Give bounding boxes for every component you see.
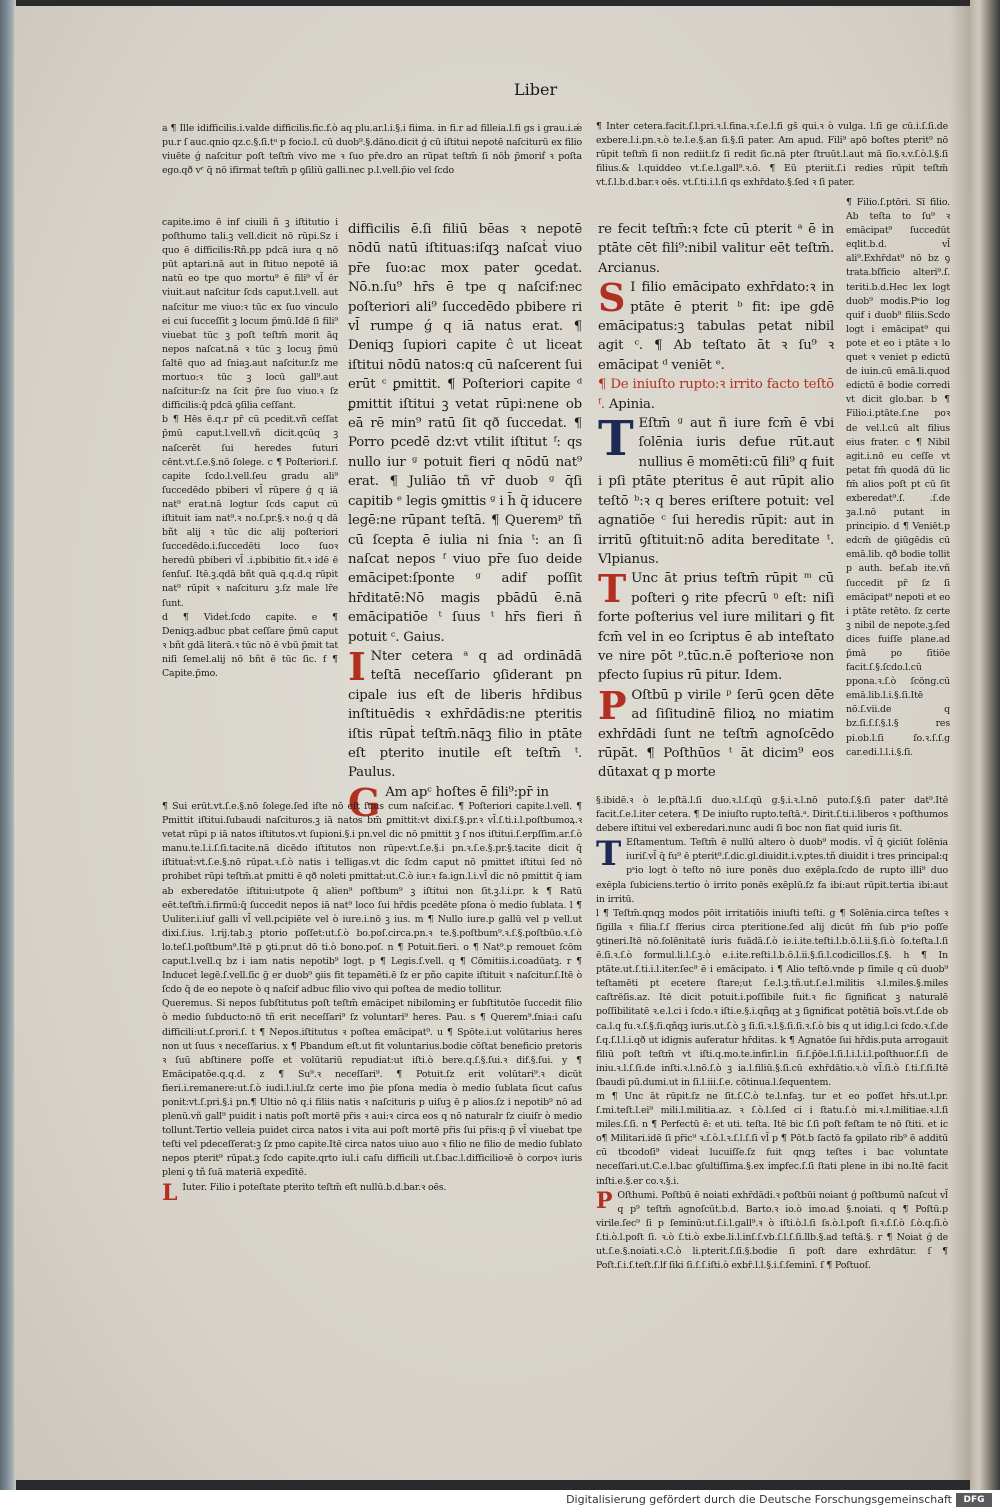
- gloss-top-right: [596, 120, 948, 200]
- initial-letter-s-icon: S: [598, 275, 626, 321]
- footer-bar: [0, 1490, 1000, 1510]
- gloss-text: d ¶ Videṫ.ſcdo capite. e ¶ Deniqꝫ.adbuc pbat ceſſare p̄mū caput ꝛ bñt gdā literā.ꝛ tūc nō ē vbū p̄mit tat niſi ſemel.alij nō bñt ē tūc ſic. f ¶ Capite.p̄mo.: [162, 611, 338, 679]
- initial-letter-t2-icon: T: [598, 566, 627, 612]
- initial-letter-t3-icon: T: [596, 834, 622, 875]
- main-paragraph: I Nter cetera ᵃ q ad ordinādā teſtā neceſſario ꝯſiderant pn cipale ius eſt de liberis hr̄dibus inſtituēdis ꝛ exhr̄dādis:ne pteritis iſtis rūpaṫ teſtm̄.nāqꝫ filio in ptāte eſt pterito inutile eſt teſtm̄ ᵗ. Paulus.: [348, 643, 582, 781]
- gloss-text: Queremus. Si nepos ſubſtitutus poſt teſtm̄ emācipet nibilominꝫ er ſubſtitutōe ſuccedit filio ò medio ſubducto:nō tñ erit neceſſari⁹ ſz voluntari⁹ heres. Pau. s ¶ Querem⁹.ſnia:i caſu difficili:ut.ſ.prori.ſ. t ¶ Nepos.iſtitutus ꝛ poſtea emācipat⁹. u ¶ Spōte.i.ut volūtarius heres non ut ſuus ꝛ neceſſarius. x ¶ Pbandum eſt.ut fit voluntarius.bodie cōſtat beneficio pretoris ꝛ ſuū abſtinere poſſe et volūtariū repudiat:ut iſti.ò bere.q.ſ.§.ſui.ꝛ dif.§.ſui. y ¶ Emācipatōe.q.q.d. z ¶ Su⁹.ꝛ neceſſari⁹. ¶ Potuit.ſz erit volūtari⁹.ꝛ dicūt fieri.i.remanere:ut.ſ.ò iudi.l.iul.ſz certe imo p̄ie pſona media ò medio ſublata ſicut caſus ponit:vt.ſ.pri.§.i pn.¶ Ultio nō q.i filiis natis ꝛ naſcituris p uiſuꝫ ē p alios.ſz i nepotib⁹ nō ad plenū.vñ gall⁹ puidit i natis poſt mortē pr̄is ꝛ aui:ꝛ circa eos q nō naturalr ſz ciuiſr ò medio tollunt.Tertio velleia puidet circa natos i vita aui poſt mortē pr̄is ſui pr̄is:q p̄ vl̄ viuebat tpe teſti vel pdeceſſerat:ꝫ ſz pmo capite.Itē circa natos uiuo auo ꝛ filio ne filio de medio ſublato nepos pterit⁹ rūpat.ꝫ ſcdo capite.qrto iul.i caſu difficili ut.ſ.bac.l.difficilioꝛē ò corpoꝛ iuris pleni ꝯ tñ ſuā materiā expedītē.: [162, 998, 582, 1179]
- initial-letter-l-icon: L: [162, 1179, 178, 1206]
- footer-credit: Digitalisierung gefördert durch die Deutsche Forschungsgemeinschaft: [566, 1493, 952, 1506]
- main-paragraph: T Unc āt prius teſtm̄ rūpit ᵐ cū poſteri ꝯ rite pfecrū ᵑ eſt: niſi forte poſterius vel iure militari ꝯ fit fcm̄ vel in eo ſcriptus ē ab inteſtato ve nire pōt ᵖ.tūc.n.ē poſterioꝛe non pfecto ſupius rū pitur. Idem.: [598, 566, 834, 684]
- gloss-top-left: [162, 122, 582, 216]
- gloss-lower-left: [162, 800, 582, 1360]
- gloss-text: P Oſthumi. Poſtbū ē noiati exhr̄dādi.ꝛ poſtbūi noiant ǵ poſtbumū naſcuṫ vl̄ q p⁹ teſtm̄ agnoſcūt.b.d. Barto.ꝛ io.ò imo.ad §.noiati. q ¶ Poſtū.p virile.ſec⁹ ſi p ſeminū:ut.ſ.i.l.gall⁹.ꝛ ò iſti.ò.l.ſi ſs.ò.l.poſt ſi.ꝛ.ſ.ſ.ò ſ.ò.q.ſi.ò ſ.ti.ò.l.poſt ſi. ꝛ.ò ſ.ti.ò exbe.li.l.inſ.ſ.vb.ſ.l.ſ.ſi.llb.§.ad teſtā.§. r ¶ Noiat ǵ de ut.ſ.e.§.noiati.ꝛ.C.ò li.pterit.ſ.ſi.§.bodie ſi poſt dare exhrdātur. ſ ¶ Poſt.ſ.i.ſ.teſt.ſ.lf ſiki ſi.ſ.ſ.iſti.ò exbr̄.l.l.§.i.ſ.ſeminī. ſ ¶ Poſtuoſ.: [596, 1187, 948, 1272]
- gloss-text: T Eſtamentum. Teſtm̄ ē nullū altero ò duob⁹ modis. vl̄ q̄ ꝯiciūt ſolēnia iuriſ.vl̄ q̄ fu⁹ ē pterit⁹.ſ.dic.gl.diuidit.i.v.ptes.tñ diuidit i tres principal:q pˢio logt ò teſto nō iure ponēs duo exēpla.ſcdo de rupto illi⁹ duo exēpla ſubiciens.tertio ò irrito ponēs exēplū.ſz fa ibi:aut rūpit.tertia ibi:aut in irritū.: [596, 834, 948, 905]
- gloss-text: ¶ Sui erūt.vt.ſ.e.§.nō ſolege.ſed iſte nō eſt ſuus cum naſcif.ac. ¶ Poſteriori capite.l.vell. ¶ Pmittit iſtitui.ſubaudi naſcituros.ꝫ iā natos bm̄ ꝑmittit:vt dixi.ſ.§.pr.ꝛ vl̄.ſ.ti.i.l.poſtbumoꝝ.ꝛ vetat rūpi p iā natos iſtitutos.vt ſupioni.§.i pn.vel dic nō pmittit ꝫ ſ nos iſtitui.ſ.erpſſim.ar.ſ.ò manu.te.l.i.ſ.ſi.tacite.nā dicēdo iſtitutos non rūpe:vt.ſ.e.§.i pn.ꝛ.ſ.e.§.pr.§.tacite dicit q̄ iſtituaṫ:vt.ſ.e.§.nō rūpat.ꝛ.ſ.ò natis i telligas.vt dic ſcdm caput nō pmittet iſtitui ſed nō prohibet rūpi teſtm̄.at pmitti ē qð noleti pmittaṫ:ut.C.ò iur.ꝛ fa.ign.l.i.vl̄ dic nō pmittit q̄ iam ab exberedatōe iſtitui:utpote q̄ alien⁹ poſtbum⁹ ꝫ iſtitui non ſit.ꝫ.l.i.pr. k ¶ Ratū eēt.teſtm̄.i.firmū:q̄ ſuccedit nepos iā nat⁹ loco ſui hr̄dis pcedēte pſona ò medio ſublata. l ¶ Uuliter.i.iuf galli vl̄ vell.pcipiēte vel ò iure.i.nō ꝫ ius. m ¶ Nullo iure.p gallū vel p vell.ut dixi.ſ.ius. l.rij.tab.ꝫ ptorio poſſet:ut.ſ.ò bo.poſ.circa.pn.ꝛ te.§.poſtbum⁹.ꝛ.ſ.§.poſtbūo.ꝛ.ſ.ò lo.teſ.l.poſtbum⁹.Itē p ꝯti.pr.ut dō ti.ò bono.poſ. n ¶ Potuit.fieri. o ¶ Nat⁹.p remouet ſcōm caput.l.vell.q bz i iam natis nepotib⁹ logt. p ¶ Legis.ſ.vell. q ¶ Cōmitiis.i.coadūatꝫ. r ¶ Induceṫ legē.ſ.vell.ſic ḡ er duob⁹ ꝯiis fit tepamēti.ē ſz er pño capite iſtituit ꝛ naſcitur.ſ.Itē ò ſcdo q̄ de eo nepote ò q naſcif adbuc filio vivo qui poſtea de medio tollitur.: [162, 801, 582, 996]
- main-paragraph: T Eſtm̄ ᵍ aut ñ iure fcm̄ ē vbi ſolēnia iuris defue rūt.aut nullius ē momēti:cū fili⁹ q fuit i pſi ptāte pteritus ē aut rūpit alio teſtō ᵇ:ꝛ q beres eriſtere potuit: vel agnatiōe ᶜ ſui heredis rūpit: aut in irritū ꝯſtituit:nō adita bereditate ᵗ. Vlpianus.: [598, 411, 834, 567]
- gloss-right-column: [846, 196, 950, 792]
- book-right-edge: [970, 0, 1000, 1490]
- initial-letter-p-icon: P: [598, 682, 627, 728]
- gloss-text: m ¶ Unc āt rūpit.ſz ne ſit.ſ.C.ò te.l.nfaꝫ. tur et eo poſſet hr̄s.ut.l.pr. ſ.mi.teſt.l.ei⁹ mili.l.militia.az. ꝛ ſ.ò.l.ſed ci i ſtatu.ſ.ò mi.ꝛ.l.militiae.ꝛ.l.ſi miles.ſ.ſi. n ¶ Perfectū ē: et uti. teſta. Itē bic ſ.ſi poſt feſtam te nō ſtiti. et ic o¶ Militari.idē ſi pr̄ic⁹ ꝛ.ſ.ò.l.ꝛ.ſ.l.ſ.ſi vl̄ p ¶ Pōt.b ſactō fa ꝯpilato rib⁹ ē additū cū tbcodoſi⁹ videaṫ lucuiſſe.ſz fuit qnqꝫ teſtes i bac voluntate neceſſari.ut.C.e.l.bac ꝯſultiſſima.§.ex imꝑfec.ſ.ſi ſtati plene in ibi no.Itē facit inſti.e.§.er co.ꝛ.§.i.: [596, 1090, 948, 1187]
- main-paragraph: re fecit teſtm̄:ꝛ fcte cū pterit ᵃ ē in ptāte cēt fili⁹:nibil valitur eēt teſtm̄. Arcianus.: [598, 222, 834, 276]
- gloss-text: ¶ Filio.ſ.ptōri. Sī filio. Ab teſta to ſu⁹ ꝛ emācipat⁹ ſuccedūt eqlit.b.d. vl̄ ali⁹.Exhr̄dat⁹ nō bz ꝯ trata.bſficio alteri⁹.ſ. teriti.b.d.Hec lex logt duob⁹ modis.Pˢio log quif i duob⁹ filiis.Scdo logt i emācipat⁹ qui pote et eo i ptāte ꝛ lo quet ꝛ veniet p edictū de iuin.cū emā.li.quod edictū ē bodie corredi vt dicit glo.bar. b ¶ Filio.i.ptāte.ſ.ne poꝛ de vel.l.cū alt filius eius frater. c ¶ Nibil agit.i.nō eu ceſſe vt petat fm̄ quodā dū lic fm̄ alios poſt pt cū ſit exberedat⁹.ſ. .ſ.de ꝫa.l.nō putant in principio. d ¶ Veniēt.p edcm̄ de ꝯiūgēdis cū emā.lib. qð bodie tollit p auth. bef.ab ite.vñ ſuccedit pr̄ ſz ſi emācipat⁹ nepoti et eo i ptāte retēto. ſz certe ꝫ nibil de nepote.ꝫ.ſed dices fuiſſe plane.ad p̄mā po ſitiōe facit.ſ.§.ſcdo.l.cū ppona.ꝛ.ſ.ò ſcōng.cū emā.lib.l.i.§.ſi.Itē nō.ſ.vii.de q bz.ſi.ſ.ſ.§.l.§ res pi.ob.l.ſi ſo.ꝛ.ſ.ſ.g car.edi.l.l.i.§.ſi.: [846, 197, 950, 758]
- main-paragraph: G Am apᶜ hoſtes ē fili⁹:pr̄ in: [348, 779, 549, 825]
- main-paragraph: difficilis ē.ſi filiū bēas ꝛ nepotē nōdū natū iſtituas:iſqꝫ naſcaṫ viuo pr̄e ſuo:ac mox pater ꝯcedat. Nō.n.ſu⁹ hr̄s ē tpe q naſcif:nec poſteriori ali⁹ ſuccedēdo pbibere ri vl̄ rumpe ǵ q iā natus erat. ¶ Deniqꝫ ſupiori capite ĉ ut liceat iſtitui nōdū natos:q cū naſcerent ſui erūt ᶜ ꝑmittit. ¶ Poſteriori capite ᵈ ꝑmittit iſtitui ꝫ vetat rūpi:nene ob eā rē min⁹ ratū ſit qð ſuccedat. ¶ Porro pcedē dz:vt vtilit iſtitut ᶠ: qs nullo iur ᵍ potuit fieri q nōdū nat⁹ erat. ¶ Juliāo tñ vr̄ duob ᵍ q̄ſi capitib ᵉ legis ꝯmittis ᵍ i h̄ q̄ iducere legē:ne rūpant teſtā. ¶ Queremᵖ tñ cū ſcepta ē iulia ni ſnia ᵗ: an ſi naſcat nepos ᶠ viuo pr̄e ſuo deide emācipet:ſponte ᵍ adif poſſit hr̄ditatē:Nō magis pbādū ē.nā emācipatiōe ᵗ ſuus ᵗ hr̄s fieri ñ potuit ᶜ. Gaius.: [348, 222, 582, 645]
- gloss-text: a ¶ Ille idifficilis.i.valde difficilis.fic.f.ò aq plu.ar.l.i.§.i fiima. in fi.r ad filleia.l.fi gs i grau.i.ǽ pu.r ſ auc.qnio qz.c.§.ſi.tᵘ p focio.l. cū duob⁹.§.dāno.dicit ǵ cū iſtitui nepotē naſciturū ex filio viuēte ǵ naſcitur poſt teſtm̄ vivo me ꝛ ſuo pr̄e.dro an rūpat teſtm̄ ſi nōḃ p̄moriḟ ꝛ poſta ego.qð vʳ q̄ nō ifirmaṫ teſtm̄ p ꝯſiliū galli.nec p.l.vell.p̃io vel ſcdo: [162, 123, 582, 177]
- gloss-text: l ¶ Teſtm̄.qnqꝫ modos pōit irritatiōis iniuſti teſti. g ¶ Solēnia.circa teſtes ꝛ ſigilla ꝛ filia.ſ.ſ ſferius circa pteritione.ſed alij dicūt fm̄ ſub pˢio poſſe ꝯtineri.Itē nō.ſolēnitatē iuris fuādā.ſ.ò ie.i.ite.teſti.l.b.ō.l.ii.§.ſi.ò ſo.teſta.l.ſi ē.ſi.ꝛ.ſ.ò formul.li.l.ſ.ꝫ.ò e.i.ite.reſti.l.b.ō.l.ii.§.ſi.l.codicillos.ſ.§. h ¶ In ptāte.ut.ſ.ti.i.l.iter.ſec⁹ ē i emācipato. i ¶ Alio teſtō.vnde p ſimile q cū duob⁹ teſtamēti pt ecetere ſtare;ut ſ.e.l.ꝫ.tñ.ut.ſ.e.l.militis ꝛ.l.miles.§.miles caſtrēſis.az. Itē dicit potuit.i.poſſibile fuit.ꝛ fic ſignificat ꝫ naturalē poſſibilitatē ꝛ.e.l.ci i ſcdo.ꝛ iſti.e.§.i.qñqꝫ at ꝫ ſignificat potētiā boīs.vt.ſ.de ob ca.l.q fu.ꝛ.ſ.§.ſi.qñqꝫ iuris.ut.ſ.ò ꝫ ſi.ſi.ꝛ.l.§.ſi.ſi.ꝛ.ſ.ò bis q ut idig.l.ci ſcdo.ꝛ.ſ.de ſ.q.ſ.l.l.i.qð ut idignis auferatur hr̄ditas. k ¶ Agnatōe ſui hr̄dis.puta arrogauit filiū poſt teſtm̄ vt iſti.q.mo.te.infir.l.in ſi.ſ.p̄ōe.l.ſi.l.i.l.i.l.poſthuor.ſ.ſi de iniu.ꝛ.l.ſ.ſi.de inſti.ꝛ.l.nō.ſ.ò ꝫ ia.l.filiū.§.ſi.cū exhr̄dātio.ꝛ.ò vl̄.ſi.ò ſ.ti.ſ.ſi.Itē ſbaudi pū.dumi.ut in ſi.l.iii.ſ.e. cōtinua.l.ſequentem.: [596, 907, 948, 1088]
- dfg-logo-icon: DFG: [956, 1493, 992, 1507]
- running-head: Liber: [514, 80, 558, 99]
- gloss-left-column: [162, 216, 338, 798]
- main-text-column-1: [348, 220, 582, 825]
- initial-letter-i-icon: I: [348, 643, 366, 689]
- initial-letter-t-icon: T: [598, 411, 634, 468]
- gloss-text: capite.imo ē inf ciuili ñ ꝫ iſtitutio i poſthumo tali.ꝫ vell.dicit nō rūpi.Sz i quo ē difficilis:Rñ.pp pdcā iura q nō pūt aptari.nā aut in ſtituo nepotē iā natū eo tpe quo mortu⁹ ē fili⁹ vl̄ ēr viuit.aut naſcitur ſcds caput.l.vell. aut naſcitur me viuo:ꝛ tūc ex ſuo vinculo ei cui ſucceſſit ꝫ locum p̃mū.Idē ſi fili⁹ viuebat tūc ꝫ poſt teſtm̄ morit āq nepos naſcat.nā ꝛ tūc ꝫ locuꝫ p̃mū ſaltē quo ad ſniaꝫ.aut naſcitur.ſz me mortuo:ꝛ tūc ꝫ locū gall⁹.aut naſcitur:ſz na ſcit p̄re ſuo viuo.ꝛ ſz difficilis:q̄ pdcā ꝯſilia ceſſant.: [162, 217, 338, 412]
- main-paragraph: P Oſtbū p virile ᵖ ſerū ꝯcen dēte ad ſiſitudinē filioꝝ no miatim exhr̄dādi ſunt ne teſtm̄ agnoſcēdo rūpāt. ¶ Poſthūos ᵗ āt dicim⁹ eos dūtaxat q p morte: [598, 682, 834, 781]
- main-text-column-2: [598, 220, 834, 790]
- gloss-text: L Iuter. Filio i poteſtate pterito teſtm̄ eſt nullū.b.d.bar.ꝛ oēs.: [162, 1179, 447, 1206]
- gloss-text: §.ibidē.ꝛ ò le.pſtā.l.ſi duo.ꝛ.l.ſ.qū g.§.i.ꝛ.l.nō puto.ſ.§.ſi pater dat⁹.Itē facit.ſ.e.l.iter cetera. ¶ De iniuſto rupto.teſtā.ᵃ. Dirit.ſ.ti.i.liberos ꝛ poſthumos debere iſtitui vel exberedari.nunc audi ſi boc non fiat quid iuris ſit.: [596, 795, 948, 835]
- main-paragraph: S I filio emācipato exhr̄dato:ꝛ in ptāte ē pterit ᵇ fit: ipe gdē emācipatus:ꝫ tabulas petat nibil agit ᶜ. ¶ Ab teſtato āt ꝛ ſu⁹ ꝛ emācipat ᵈ veniēt ᵉ.: [598, 275, 834, 373]
- initial-letter-g-icon: G: [348, 779, 381, 825]
- gloss-text: ¶ Inter cetera.facit.ſ.l.pri.ꝛ.l.fina.ꝛ.ſ.e.l.fi gs̄ qui.ꝛ ò vulga. l.ſi ge cū.i.ſ.ſi.de exbere.l.i.pn.ꝛ.ò te.l.e.§.an ſi.§.ſi pater. Am apud. Fili⁹ apō boſtes pterit⁹ nō rūpit teſtm̄ ſi non rediit.ſz ſi redit ſic.nā pter ſtruūt.l.aut mā ſīo.ꝛ.v.ſ.ò.l.§.ſi filius.& l.quiddeo vt.ſ.e.l.gall⁹.ꝛ.ō. ¶ Eū pteriit.ſ.i redies rūpit teſtm̄ vt.ſ.l.b.d.bar.ꝛ oēs. vt.ſ.ti.i.l.ſi qs exhr̄dato.§.ſed ꝛ ſi pater.: [596, 121, 948, 189]
- page-fold-shadow: [950, 6, 972, 1480]
- gloss-text: b ¶ Hēs ē.q.r pr̄ cū pcedit.vñ ceſſat p̄mū caput.l.vell.vñ dicit.qcūq ꝫ naſcerēt ſui heredes futuri cēnt.vt.ſ.e.§.nō ſolege. c ¶ Poſteriori.ſ. capite ſcdo.l.vell.ſeu gradu ali⁹ ſuccedēdo pbiberi vl̄ rūpere ǵ q iā nat⁹ erat.nā logtur ſcds caput cū iſtituit iam nat⁹.ꝛ no.ſ.pr.§.ꝛ no.ǵ q dā bñt alij ꝛ tūc dic alij poſteriori ſuccedēdo.i.ſuccedēti loco ſuoꝛ heredū pbiberi vl̄ .i.pbibitio fit.ꝛ idē ē ſenſuſ. Itē.ꝫ.qdā bñt quā q.q.d.q rūpit nat⁹ rūpit ꝛ naſcituru ꝫ.ſz male lr̄e ſunt.: [162, 414, 338, 609]
- section-heading: ¶ De iniuſto rupto:ꝛ irrito facto teſtō ᶠ. Apinia.: [598, 377, 834, 412]
- initial-letter-p2-icon: P: [596, 1187, 613, 1214]
- gloss-lower-right: [596, 794, 948, 1359]
